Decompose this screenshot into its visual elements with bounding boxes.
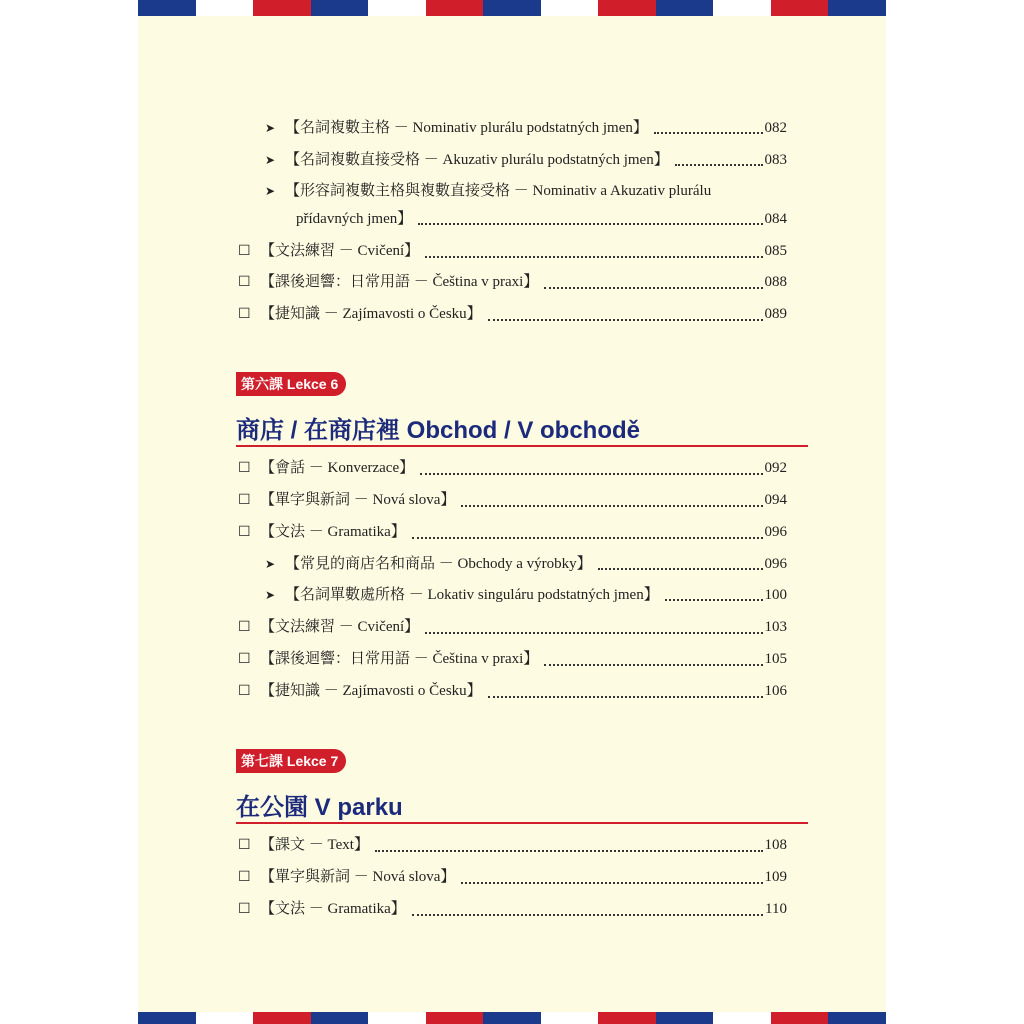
ballot-box-icon: ☐ bbox=[238, 902, 251, 917]
arrow-head-icon: ➤ bbox=[265, 121, 276, 135]
toc-entry-title: 【課後迴響：日常用語 － Čeština v praxi】 bbox=[260, 274, 539, 290]
leader-dots bbox=[675, 163, 763, 166]
toc-entry-page: 106 bbox=[764, 683, 787, 699]
toc-entry[interactable] bbox=[238, 304, 787, 325]
leader-dots bbox=[544, 663, 762, 666]
leader-dots bbox=[425, 255, 762, 258]
bottom-border-stripe bbox=[138, 1012, 886, 1024]
toc-entry-page: 096 bbox=[764, 524, 787, 540]
toc-entry-title: 【捷知識 － Zajímavosti o Česku】 bbox=[260, 306, 482, 322]
leader-dots bbox=[425, 631, 762, 634]
toc-entry-title: 【文法練習 － Cvičení】 bbox=[260, 619, 420, 635]
toc-entry-page: 088 bbox=[764, 274, 787, 290]
leader-dots bbox=[375, 849, 763, 852]
toc-entry-page: 085 bbox=[764, 243, 787, 259]
toc-entry-page: 084 bbox=[764, 211, 787, 227]
toc-entry[interactable] bbox=[265, 554, 787, 574]
leader-dots bbox=[654, 131, 763, 134]
lesson-7-title: 在公園 V parku bbox=[236, 794, 403, 821]
toc-entry-title: 【名詞複數主格 － Nominativ plurálu podstatných jmen】 bbox=[285, 120, 648, 136]
toc-entry[interactable] bbox=[265, 150, 787, 170]
toc-entry[interactable] bbox=[238, 867, 787, 888]
toc-entry[interactable] bbox=[238, 272, 787, 293]
ballot-box-icon: ☐ bbox=[238, 870, 251, 885]
toc-entry-page: 089 bbox=[764, 306, 787, 322]
toc-entry[interactable] bbox=[238, 681, 787, 702]
toc-entry-title: 【會話 － Konverzace】 bbox=[260, 460, 415, 476]
ballot-box-icon: ☐ bbox=[238, 684, 251, 699]
toc-entry[interactable] bbox=[238, 617, 787, 638]
lesson-6-title: 商店 / 在商店裡 Obchod / V obchodě bbox=[236, 417, 641, 444]
top-border-stripe bbox=[138, 0, 886, 16]
leader-dots bbox=[418, 222, 762, 225]
toc-entry[interactable] bbox=[238, 241, 787, 262]
leader-dots bbox=[665, 598, 763, 601]
arrow-head-icon: ➤ bbox=[265, 153, 276, 167]
toc-entry-page: 083 bbox=[764, 152, 787, 168]
toc-entry[interactable] bbox=[265, 585, 787, 605]
toc-entry[interactable] bbox=[238, 649, 787, 670]
leader-dots bbox=[461, 504, 762, 507]
toc-entry-title: 【文法練習 － Cvičení】 bbox=[260, 243, 420, 259]
toc-entry-title: 【單字與新詞 － Nová slova】 bbox=[260, 869, 456, 885]
toc-entry-title: 【文法 － Gramatika】 bbox=[260, 524, 406, 540]
toc-entry-page: 105 bbox=[764, 651, 787, 667]
leader-dots bbox=[412, 536, 763, 539]
toc-entry-page: 108 bbox=[764, 837, 787, 853]
toc-entry-page: 096 bbox=[764, 556, 787, 572]
leader-dots bbox=[598, 567, 763, 570]
ballot-box-icon: ☐ bbox=[238, 461, 251, 476]
ballot-box-icon: ☐ bbox=[238, 493, 251, 508]
ballot-box-icon: ☐ bbox=[238, 275, 251, 290]
toc-entry-title: 【課文 － Text】 bbox=[260, 837, 369, 853]
ballot-box-icon: ☐ bbox=[238, 307, 251, 322]
toc-entry[interactable] bbox=[238, 458, 787, 479]
toc-entry-title: 【課後迴響：日常用語 － Čeština v praxi】 bbox=[260, 651, 539, 667]
toc-entry-page: 100 bbox=[764, 587, 787, 603]
leader-dots bbox=[461, 881, 762, 884]
ballot-box-icon: ☐ bbox=[238, 620, 251, 635]
toc-entry-page: 082 bbox=[764, 120, 787, 136]
leader-dots bbox=[488, 318, 763, 321]
lesson-6-divider bbox=[236, 445, 808, 447]
toc-entry[interactable] bbox=[265, 118, 787, 138]
ballot-box-icon: ☐ bbox=[238, 525, 251, 540]
toc-entry-title: přídavných jmen】 bbox=[296, 211, 413, 227]
leader-dots bbox=[544, 286, 762, 289]
lesson-6-badge: 第六課 Lekce 6 bbox=[236, 372, 346, 396]
toc-entry[interactable] bbox=[265, 181, 787, 201]
leader-dots bbox=[420, 472, 762, 475]
toc-entry-title: 【單字與新詞 － Nová slova】 bbox=[260, 492, 456, 508]
toc-entry-title: 【常見的商店名和商品 － Obchody a výrobky】 bbox=[285, 556, 592, 572]
toc-entry[interactable] bbox=[238, 835, 787, 856]
toc-entry-title: 【文法 － Gramatika】 bbox=[260, 901, 406, 917]
toc-entry[interactable] bbox=[238, 490, 787, 511]
lesson-7-divider bbox=[236, 822, 808, 824]
ballot-box-icon: ☐ bbox=[238, 652, 251, 667]
ballot-box-icon: ☐ bbox=[238, 244, 251, 259]
toc-entry[interactable] bbox=[238, 899, 787, 920]
leader-dots bbox=[412, 913, 763, 916]
lesson-7-badge: 第七課 Lekce 7 bbox=[236, 749, 346, 773]
toc-entry-page: 103 bbox=[764, 619, 787, 635]
toc-entry-title: 【名詞複數直接受格 － Akuzativ plurálu podstatných jmen】 bbox=[285, 152, 669, 168]
leader-dots bbox=[488, 695, 763, 698]
toc-entry-title: 【名詞單數處所格 － Lokativ singuláru podstatných jmen】 bbox=[285, 587, 659, 603]
toc-entry-page: 109 bbox=[764, 869, 787, 885]
toc-entry-page: 092 bbox=[764, 460, 787, 476]
toc-entry[interactable] bbox=[238, 522, 787, 543]
arrow-head-icon: ➤ bbox=[265, 557, 276, 571]
toc-entry-page: 094 bbox=[764, 492, 787, 508]
arrow-head-icon: ➤ bbox=[265, 588, 276, 602]
arrow-head-icon: ➤ bbox=[265, 184, 276, 198]
toc-entry-page: 110 bbox=[765, 901, 787, 917]
ballot-box-icon: ☐ bbox=[238, 838, 251, 853]
toc-entry-title: 【捷知識 － Zajímavosti o Česku】 bbox=[260, 683, 482, 699]
toc-entry-title: 【形容詞複數主格與複數直接受格 － Nominativ a Akuzativ plurálu bbox=[285, 183, 712, 199]
toc-entry-continuation[interactable] bbox=[296, 209, 787, 229]
